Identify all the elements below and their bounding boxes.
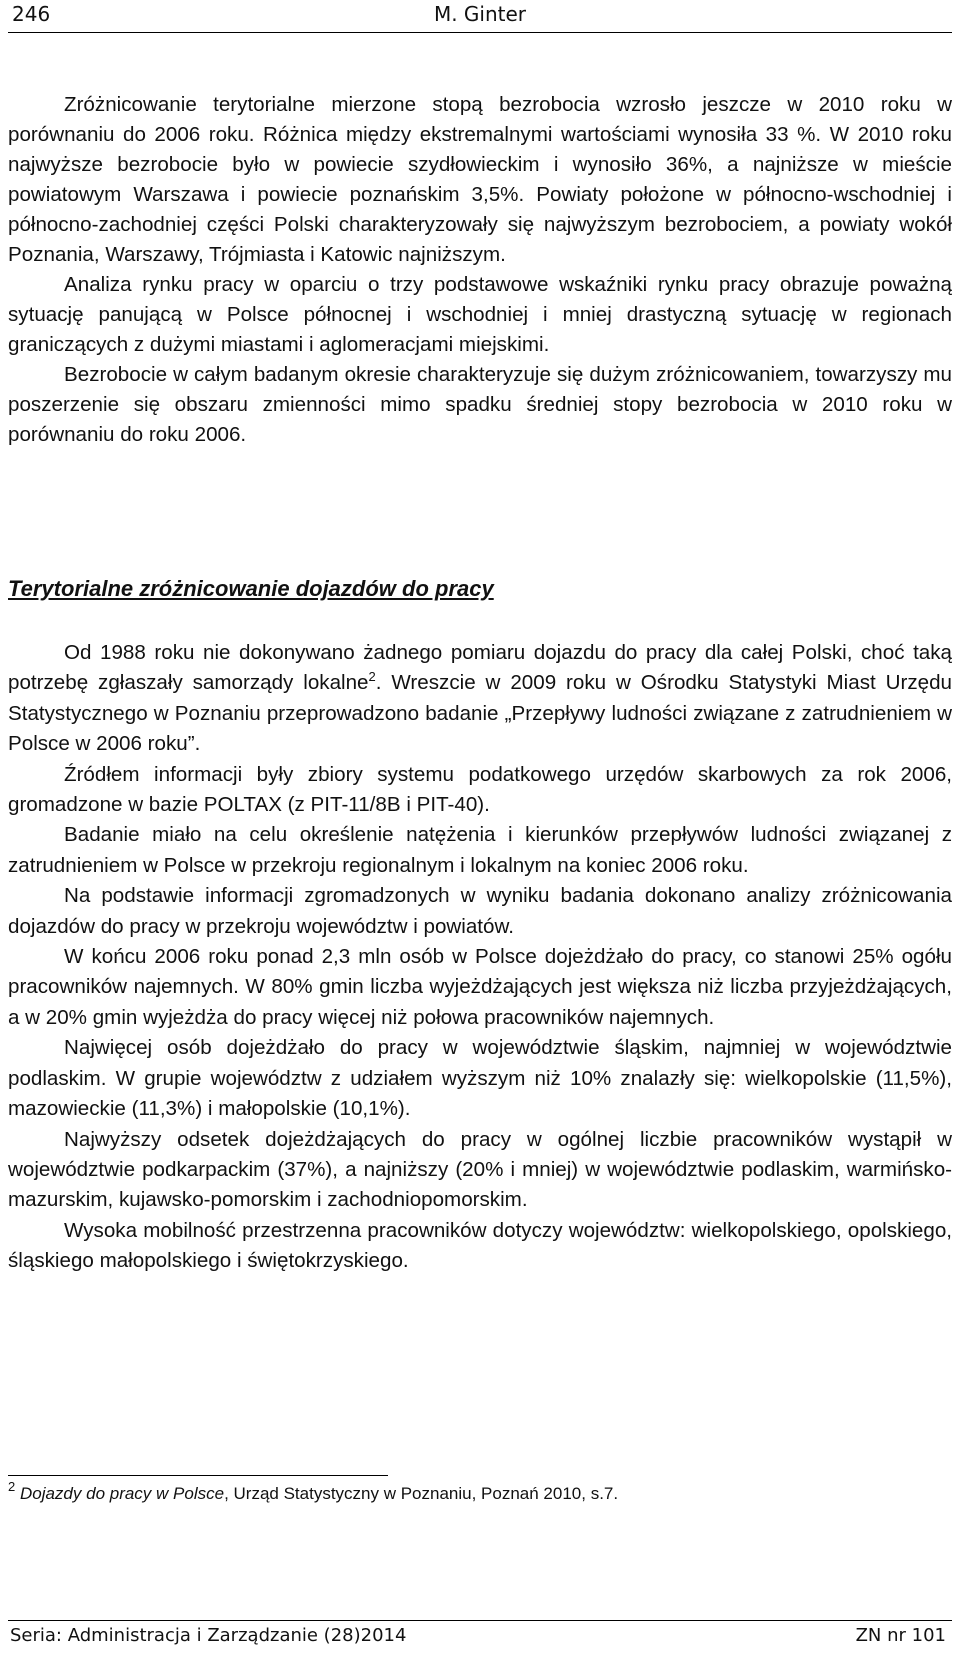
footnote-source-title: Dojazdy do pracy w Polsce xyxy=(19,1484,225,1503)
body-text-part-2 xyxy=(8,638,952,1277)
paragraph: W końcu 2006 roku ponad 2,3 mln osób w Polsce dojeżdżało do pracy, co stanowi 25% ogółu pracowników najemnych. W 80% gmin liczba wyjeżdżających jest większa niż liczba przyjeżdżających, a w 20% gmin wyjeżdża do pracy więcej niż połowa pracowników najemnych. xyxy=(8,945,952,1029)
issue-number: ZN nr 101 xyxy=(855,1625,946,1646)
body-text-part-1 xyxy=(8,90,952,450)
paragraph: Wysoka mobilność przestrzenna pracowników dotyczy województw: wielkopolskiego, opolskiego, śląskiego małopolskiego i świętokrzyskiego. xyxy=(8,1218,952,1273)
paragraph-text: Od 1988 roku nie dokonywano żadnego pomiaru dojazdu do pracy dla całej Polski, choć taką potrzebę zgłaszały samorządy lokalne xyxy=(8,641,952,695)
paragraph-text: . Wreszcie w 2009 roku w Ośrodku Statystyki Miast Urzędu Statystycznego w Poznaniu przeprowadzono badanie „Przepływy ludności związane z zatrudnieniem w Polsce w 2006 roku”. xyxy=(8,671,952,756)
paragraph: Analiza rynku pracy w oparciu o trzy podstawowe wskaźniki rynku pracy obrazuje poważną sytuację panującą w Polsce północnej i wschodniej i mniej drastyczną sytuację w regionach graniczących z dużymi miastami i aglomeracjami miejskimi. xyxy=(8,273,952,356)
running-head-author: M. Ginter xyxy=(433,2,527,26)
paragraph: Bezrobocie w całym badanym okresie charakteryzuje się dużym zróżnicowaniem, towarzyszy mu poszerzenie się obszaru zmienności mimo spadku średniej stopy bezrobocia w 2010 roku w porównaniu do roku 2006. xyxy=(8,363,952,446)
section-heading: Terytorialne zróżnicowanie dojazdów do pracy xyxy=(8,576,494,601)
paragraph: Najwyższy odsetek dojeżdżających do pracy w ogólnej liczbie pracowników wystąpił w województwie podkarpackim (37%), a najniższy (20% i mniej) w województwie podlaskim, warmińsko-mazurskim, kujawsko-pomorskim i zachodniopomorskim. xyxy=(8,1127,952,1212)
paragraph: Na podstawie informacji zgromadzonych w wyniku badania dokonano analizy zróżnicowania dojazdów do pracy w przekroju województw i powiatów. xyxy=(8,884,952,938)
footnote-source-details: , Urząd Statystyczny w Poznaniu, Poznań 2010, s.7. xyxy=(224,1484,619,1503)
footnote-number: 2 xyxy=(8,1479,16,1494)
paragraph-with-footnote xyxy=(8,638,952,760)
paragraph: Źródłem informacji były zbiory systemu podatkowego urzędów skarbowych za rok 2006, gromadzone w bazie POLTAX (z PIT-11/8B i PIT-40). xyxy=(8,762,952,817)
paragraph: Badanie miało na celu określenie natężenia i kierunków przepływów ludności związanej z zatrudnieniem w Polsce w przekroju regionalnym i lokalnym na koniec 2006 roku. xyxy=(8,823,952,877)
page-header xyxy=(8,0,952,33)
page-number: 246 xyxy=(12,2,51,26)
paragraph: Najwięcej osób dojeżdżało do pracy w województwie śląskim, najmniej w województwie podlaskim. W grupie województw z udziałem wyższym niż 10% znalazły się: wielkopolskie (11,5%), mazowieckie (11,3%) i małopolskie (10,1%). xyxy=(8,1036,952,1121)
footnote xyxy=(8,1479,619,1506)
journal-series: Seria: Administracja i Zarządzanie (28)2014 xyxy=(10,1625,407,1646)
paragraph: Zróżnicowanie terytorialne mierzone stopą bezrobocia wzrosło jeszcze w 2010 roku w porównaniu do 2006 roku. Różnica między ekstremalnymi wartościami wynosiła 33 %. W 2010 roku najwyższe bezrobocie było w powiecie szydłowieckim i wynosiło 36%, a najniższe w mieście powiatowym Warszawa i powiecie poznańskim 3,5%. Powiaty położone w północno-wschodniej i północno-zachodniej części Polski charakteryzowały się najwyższym bezrobociem, a powiaty wokół Poznania, Warszawy, Trójmiasta i Katowic najniższym. xyxy=(8,93,952,266)
page-footer xyxy=(8,1620,952,1651)
footnote-marker[interactable]: 2 xyxy=(368,669,376,685)
footnote-separator xyxy=(8,1475,388,1476)
